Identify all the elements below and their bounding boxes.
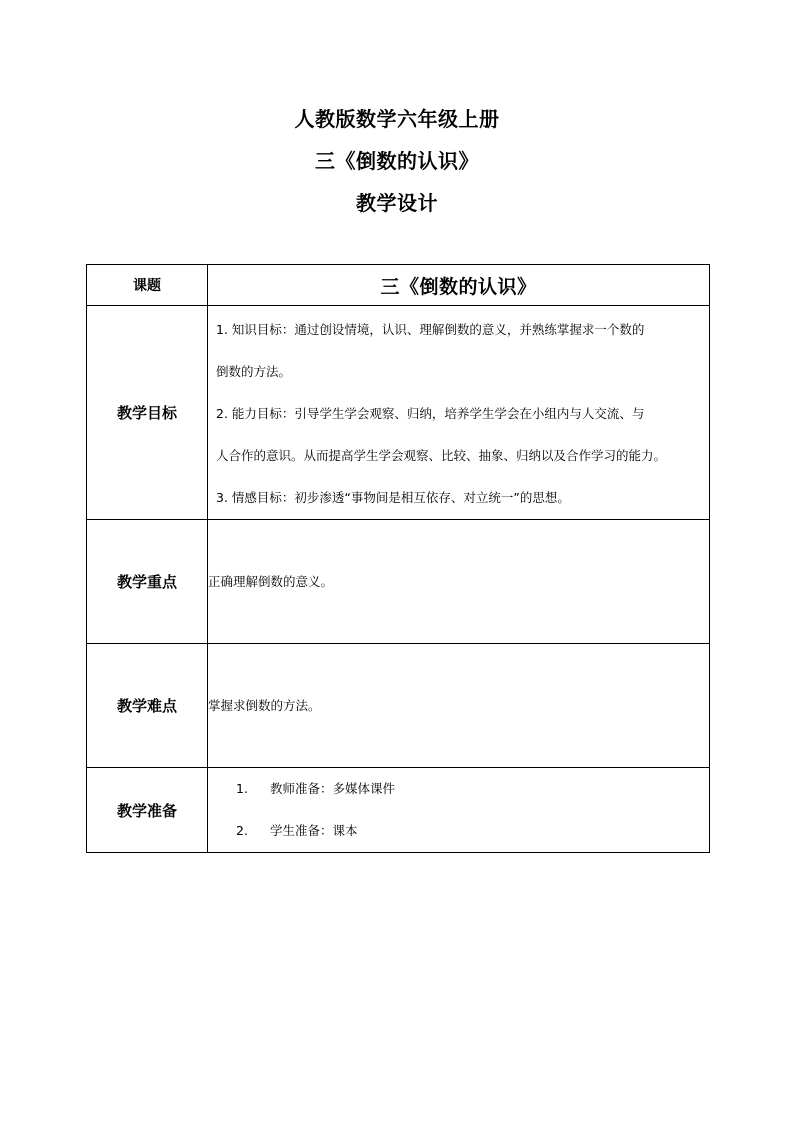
key-point-text: 正确理解倒数的意义。 [208,520,710,644]
objective-line: 3. 情感目标：初步渗透“事物间是相互依存、对立统一”的思想。 [216,490,570,505]
preparation-item-text: 教师准备：多媒体课件 [270,781,396,796]
objective-line: 人合作的意识。从而提高学生学会观察、比较、抽象、归纳以及合作学习的能力。 [216,448,667,463]
preparation-item-number: 1. [236,781,248,796]
preparation-cell [208,768,710,853]
key-point-label: 教学重点 [87,520,208,644]
preparation-item-text: 学生准备：课本 [270,823,358,838]
preparation-label: 教学准备 [87,768,208,853]
table-row-preparation [87,768,710,853]
table-row-key-point [87,520,710,644]
title-line-1: 人教版数学六年级上册 [294,107,500,131]
objective-line: 1. 知识目标：通过创设情境，认识、理解倒数的意义，并熟练掌握求一个数的 [216,322,645,337]
lesson-plan-table [86,264,710,853]
objectives-cell [208,306,710,520]
table-row-topic [87,265,710,306]
title-line-3: 教学设计 [356,191,438,215]
objective-line: 倒数的方法。 [216,364,292,379]
topic-value: 三《倒数的认识》 [208,265,710,306]
difficulty-label: 教学难点 [87,644,208,768]
topic-label: 课题 [87,265,208,306]
table-row-difficulty [87,644,710,768]
preparation-item [208,768,709,810]
objectives-label: 教学目标 [87,306,208,520]
objective-line: 2. 能力目标：引导学生学会观察、归纳，培养学生学会在小组内与人交流、与 [216,406,645,421]
preparation-item-number: 2. [236,823,248,838]
title-line-2: 三《倒数的认识》 [315,149,479,173]
table-row-objectives [87,306,710,520]
preparation-item [208,810,709,852]
difficulty-text: 掌握求倒数的方法。 [208,644,710,768]
